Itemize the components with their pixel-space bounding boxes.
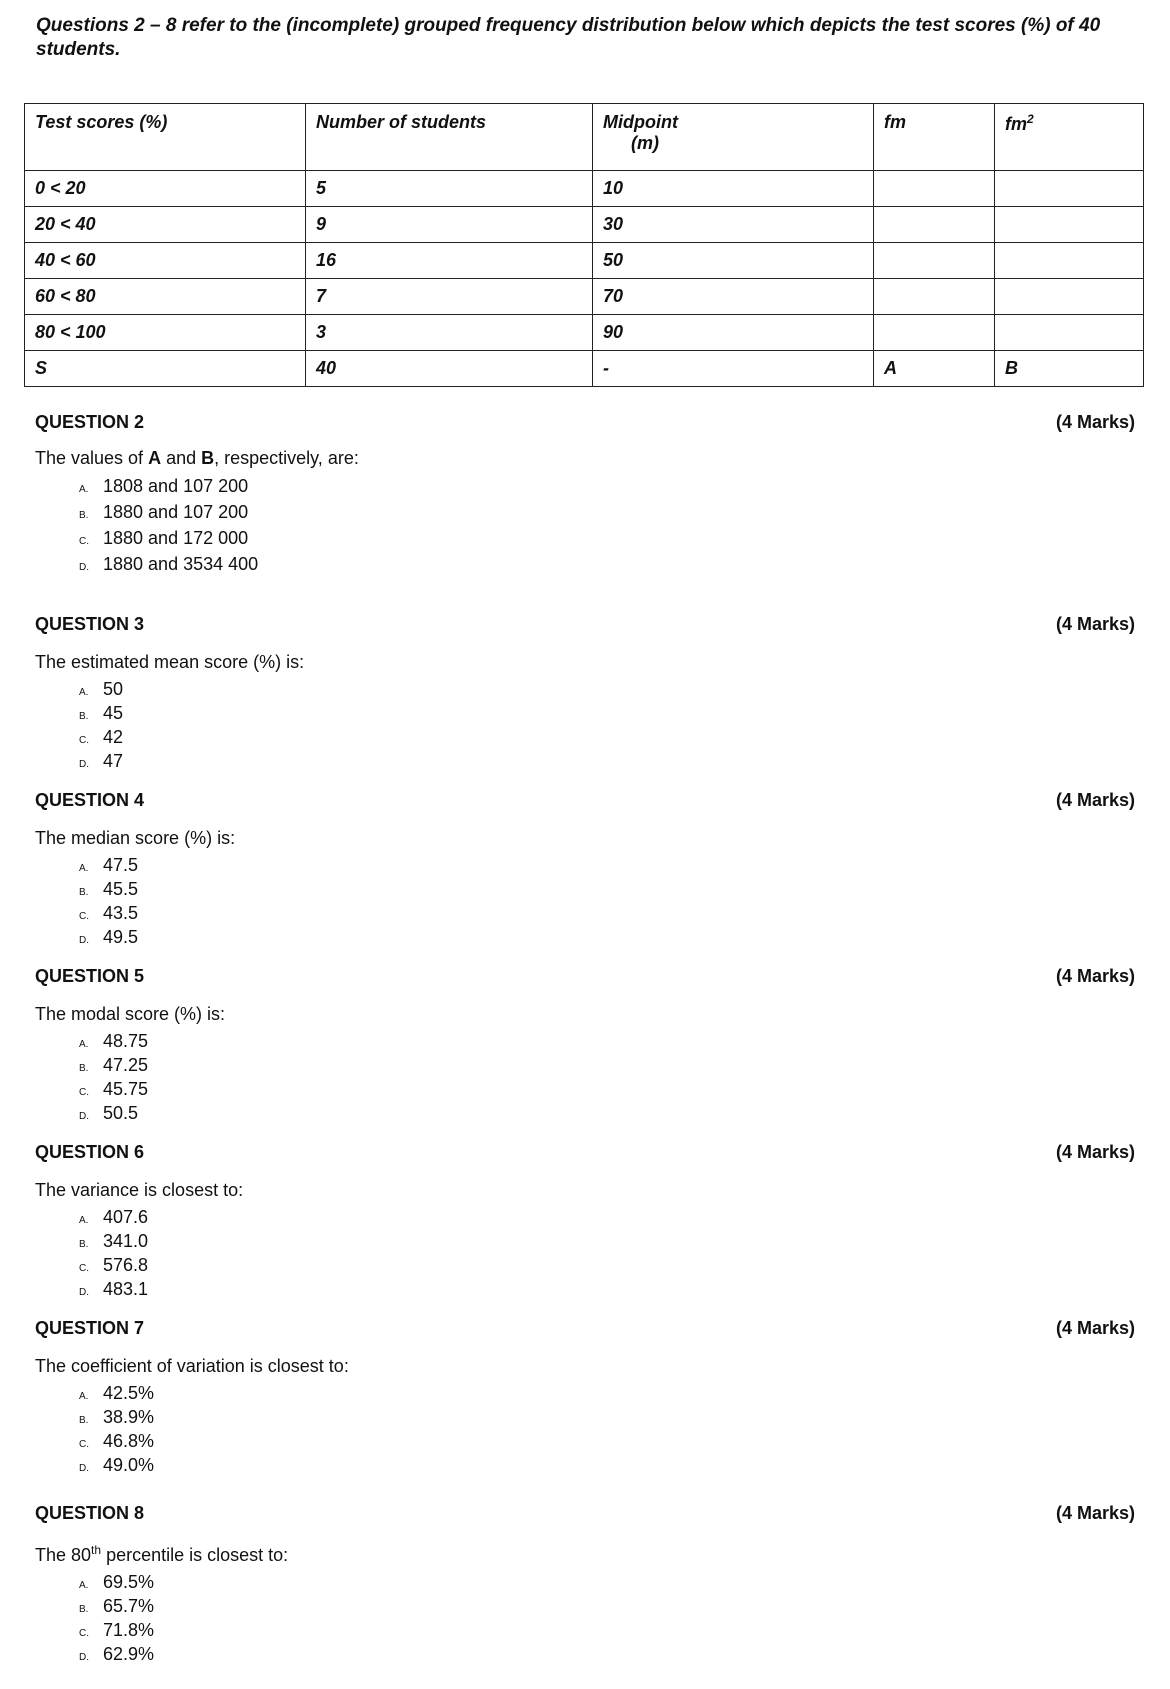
header-fm: fm (874, 104, 995, 171)
option-d[interactable] (79, 1103, 1135, 1127)
option-text: 47 (103, 751, 124, 771)
question-text: The coefficient of variation is closest to: (35, 1356, 349, 1376)
option-d[interactable] (79, 1455, 1135, 1479)
option-c[interactable] (79, 1620, 1135, 1644)
option-text: 407.6 (103, 1207, 149, 1227)
cell-midpoint: 30 (593, 207, 874, 243)
option-text: 65.7% (103, 1596, 155, 1616)
table-row (25, 207, 1144, 243)
question-text: The modal score (%) is: (35, 1004, 226, 1024)
option-a[interactable] (79, 855, 1135, 879)
option-c[interactable] (79, 903, 1135, 927)
cell-score: 80 < 100 (25, 315, 306, 351)
cell-fm (874, 207, 995, 243)
question-marks: (4 Marks) (1055, 1503, 1135, 1523)
cell-fm2 (995, 243, 1144, 279)
question-title: QUESTION 7 (35, 1318, 145, 1338)
cell-total-midpoint: - (593, 351, 874, 387)
option-b[interactable] (79, 1407, 1135, 1431)
question-title: QUESTION 6 (35, 1142, 145, 1162)
question-marks: (4 Marks) (1055, 790, 1135, 810)
option-letter: D. (79, 1287, 89, 1298)
option-letter: A. (79, 1391, 89, 1402)
option-d[interactable] (79, 927, 1135, 951)
option-a[interactable] (79, 1383, 1135, 1407)
option-letter: A. (79, 484, 89, 495)
cell-fm (874, 315, 995, 351)
cell-fm (874, 171, 995, 207)
header-fm2-base: fm (1005, 114, 1027, 134)
option-text: 47.25 (103, 1055, 149, 1075)
option-d[interactable] (79, 751, 1135, 775)
option-text: 45.75 (103, 1079, 149, 1099)
option-letter: D. (79, 759, 89, 770)
option-a[interactable] (79, 1572, 1135, 1596)
option-text: 483.1 (103, 1279, 149, 1299)
header-fm-squared (995, 104, 1144, 171)
option-text: 47.5 (103, 855, 139, 875)
option-letter: A. (79, 1580, 89, 1591)
options-list (79, 1031, 1135, 1127)
cell-midpoint: 70 (593, 279, 874, 315)
question-marks: (4 Marks) (1055, 614, 1135, 634)
option-text: 50 (103, 679, 124, 699)
question-marks: (4 Marks) (1055, 966, 1135, 986)
option-a[interactable] (79, 1031, 1135, 1055)
option-letter: D. (79, 562, 89, 573)
cell-total-students: 40 (306, 351, 593, 387)
question-text-part: The 80 (35, 1545, 92, 1565)
question-5 (35, 966, 1135, 1127)
header-midpoint-label: Midpoint (603, 112, 678, 132)
options-list (79, 1572, 1135, 1668)
option-letter: B. (79, 1604, 89, 1615)
option-d[interactable] (79, 1279, 1135, 1303)
cell-score: 40 < 60 (25, 243, 306, 279)
cell-fm2 (995, 207, 1144, 243)
options-list (79, 1207, 1135, 1303)
cell-students: 5 (306, 171, 593, 207)
cell-midpoint: 90 (593, 315, 874, 351)
option-letter: C. (79, 1263, 89, 1274)
option-c[interactable] (79, 1255, 1135, 1279)
cell-total-fm2: B (995, 351, 1144, 387)
question-text-part: , respectively, are: (214, 448, 359, 468)
option-letter: A. (79, 1039, 89, 1050)
option-c[interactable] (79, 1431, 1135, 1455)
header-midpoint-symbol: (m) (631, 133, 659, 153)
option-b[interactable] (79, 879, 1135, 903)
table-header-row (25, 104, 1144, 171)
option-text: 69.5% (103, 1572, 155, 1592)
option-letter: B. (79, 711, 89, 722)
option-letter: A. (79, 863, 89, 874)
intro-text: Questions 2 – 8 refer to the (incomplete) grouped frequency distribution below which depicts the test scores (%) of 40 students. (36, 15, 1101, 60)
cell-total-fm: A (874, 351, 995, 387)
option-text: 62.9% (103, 1644, 155, 1664)
table-row (25, 279, 1144, 315)
question-4 (35, 790, 1135, 951)
option-d[interactable] (79, 1644, 1135, 1668)
option-letter: B. (79, 1415, 89, 1426)
cell-score: 0 < 20 (25, 171, 306, 207)
cell-fm (874, 243, 995, 279)
cell-total-label: S (25, 351, 306, 387)
question-3 (35, 614, 1135, 775)
question-marks: (4 Marks) (1055, 1318, 1135, 1338)
question-title: QUESTION 3 (35, 614, 145, 634)
question-marks: (4 Marks) (1055, 1142, 1135, 1162)
option-b[interactable] (79, 703, 1135, 727)
option-letter: C. (79, 536, 89, 547)
option-letter: A. (79, 687, 89, 698)
question-text-bold: B (201, 448, 215, 468)
option-letter: C. (79, 911, 89, 922)
cell-fm2 (995, 171, 1144, 207)
cell-fm (874, 279, 995, 315)
option-text: 71.8% (103, 1620, 155, 1640)
option-letter: B. (79, 887, 89, 898)
table-row (25, 315, 1144, 351)
cell-score: 60 < 80 (25, 279, 306, 315)
table-total-row (25, 351, 1144, 387)
question-2 (35, 412, 1135, 579)
option-b[interactable] (79, 1055, 1135, 1079)
option-text: 1880 and 3534 400 (103, 554, 259, 574)
question-text: The variance is closest to: (35, 1180, 244, 1200)
option-b[interactable] (79, 501, 1135, 527)
cell-midpoint: 10 (593, 171, 874, 207)
option-letter: B. (79, 1239, 89, 1250)
question-text (35, 1543, 1135, 1566)
option-letter: D. (79, 1652, 89, 1663)
question-text-part: The values of (35, 448, 149, 468)
option-d[interactable] (79, 553, 1135, 579)
cell-students: 9 (306, 207, 593, 243)
option-text: 42 (103, 727, 124, 747)
option-text: 46.8% (103, 1431, 155, 1451)
option-letter: B. (79, 1063, 89, 1074)
option-text: 576.8 (103, 1255, 149, 1275)
question-6 (35, 1142, 1135, 1303)
option-c[interactable] (79, 1079, 1135, 1103)
option-text: 1880 and 172 000 (103, 528, 249, 548)
option-text: 50.5 (103, 1103, 139, 1123)
options-list (79, 679, 1135, 775)
option-text: 1880 and 107 200 (103, 502, 249, 522)
option-letter: D. (79, 1463, 89, 1474)
question-text: The median score (%) is: (35, 828, 236, 848)
option-c[interactable] (79, 727, 1135, 751)
option-text: 49.0% (103, 1455, 155, 1475)
question-title: QUESTION 4 (35, 790, 145, 810)
option-text: 341.0 (103, 1231, 149, 1251)
option-letter: C. (79, 1087, 89, 1098)
header-midpoint (593, 104, 874, 171)
option-text: 43.5 (103, 903, 139, 923)
question-text-bold: A (148, 448, 162, 468)
header-test-scores: Test scores (%) (25, 104, 306, 171)
option-a[interactable] (79, 475, 1135, 501)
option-letter: B. (79, 510, 89, 521)
question-text: The estimated mean score (%) is: (35, 652, 305, 672)
question-text-part: and (161, 448, 202, 468)
option-a[interactable] (79, 679, 1135, 703)
option-text: 45 (103, 703, 124, 723)
option-letter: A. (79, 1215, 89, 1226)
option-a[interactable] (79, 1207, 1135, 1231)
frequency-table (24, 103, 1144, 387)
table-row (25, 243, 1144, 279)
options-list (79, 855, 1135, 951)
options-list (79, 1383, 1135, 1479)
cell-fm2 (995, 279, 1144, 315)
table-row (25, 171, 1144, 207)
option-letter: D. (79, 1111, 89, 1122)
option-b[interactable] (79, 1231, 1135, 1255)
question-marks: (4 Marks) (1055, 412, 1135, 432)
option-text: 38.9% (103, 1407, 155, 1427)
option-letter: C. (79, 735, 89, 746)
question-text-sup: th (91, 1543, 102, 1557)
option-letter: C. (79, 1628, 89, 1639)
option-text: 45.5 (103, 879, 139, 899)
cell-fm2 (995, 315, 1144, 351)
question-title: QUESTION 5 (35, 966, 145, 986)
option-letter: C. (79, 1439, 89, 1450)
question-text-part: percentile is closest to: (101, 1545, 289, 1565)
header-number-of-students: Number of students (306, 104, 593, 171)
question-8 (35, 1503, 1135, 1668)
cell-students: 16 (306, 243, 593, 279)
cell-students: 7 (306, 279, 593, 315)
option-text: 48.75 (103, 1031, 149, 1051)
cell-midpoint: 50 (593, 243, 874, 279)
option-text: 1808 and 107 200 (103, 476, 249, 496)
cell-score: 20 < 40 (25, 207, 306, 243)
question-title: QUESTION 2 (35, 412, 145, 432)
cell-students: 3 (306, 315, 593, 351)
option-b[interactable] (79, 1596, 1135, 1620)
question-7 (35, 1318, 1135, 1479)
option-letter: D. (79, 935, 89, 946)
option-text: 42.5% (103, 1383, 155, 1403)
header-fm2-sup: 2 (1027, 112, 1034, 126)
question-title: QUESTION 8 (35, 1503, 145, 1523)
options-list (79, 475, 1135, 579)
option-text: 49.5 (103, 927, 139, 947)
option-c[interactable] (79, 527, 1135, 553)
question-text (35, 448, 1135, 469)
